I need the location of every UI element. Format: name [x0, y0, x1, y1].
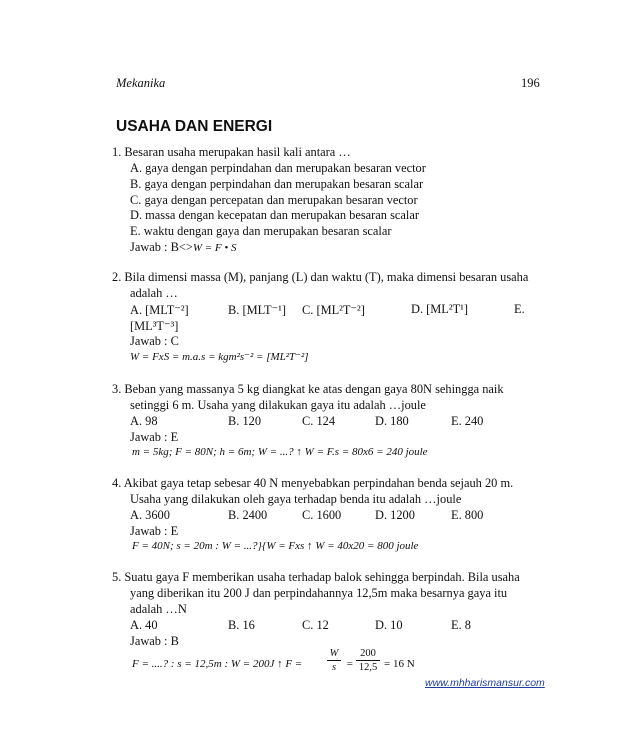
- question-5-fraction1-numerator: W: [329, 648, 339, 659]
- question-5-option-a: A. 40: [130, 618, 158, 632]
- question-3-answer: Jawab : E: [130, 430, 179, 444]
- question-3-stem-line1: 3. Beban yang massanya 5 kg diangkat ke atas dengan gaya 80N sehingga naik: [112, 382, 504, 396]
- question-5-work-result: = 16 N: [384, 658, 415, 670]
- question-5-fraction-w-over-s: [327, 648, 341, 673]
- question-5-stem-line2: yang diberikan itu 200 J dan perpindahannya 12,5m maka besarnya gaya itu: [130, 586, 508, 600]
- fraction-bar: [327, 660, 341, 661]
- question-1-answer: [130, 240, 237, 255]
- footer-website-link[interactable]: www.mhharismansur.com: [425, 677, 545, 689]
- question-5-fraction-200-over-12-5: [356, 648, 380, 673]
- question-4-stem-line2: Usaha yang dilakukan oleh gaya terhadap benda itu adalah …joule: [130, 492, 462, 506]
- question-2-work: W = FxS = m.a.s = kgm²s⁻² = [ML²T⁻²]: [130, 351, 309, 363]
- question-3-option-b: B. 120: [228, 414, 262, 428]
- question-1-option-e: E. waktu dengan gaya dan merupakan besaran scalar: [130, 224, 392, 238]
- question-4-option-b: B. 2400: [228, 508, 268, 522]
- question-2-stem-line1: 2. Bila dimensi massa (M), panjang (L) dan waktu (T), maka dimensi besaran usaha: [112, 270, 529, 284]
- question-3-work: m = 5kg; F = 80N; h = 6m; W = ...? ↑ W = F.s = 80x6 = 240 joule: [132, 446, 428, 458]
- question-2-option-c: C. [ML²T⁻²]: [302, 303, 365, 317]
- question-2-option-e-label: E.: [514, 302, 525, 316]
- question-5-stem-line3: adalah …N: [130, 602, 187, 616]
- question-5-option-c: C. 12: [302, 618, 329, 632]
- question-2-option-a: A. [MLT⁻²]: [130, 303, 189, 317]
- question-3-option-d: D. 180: [375, 414, 409, 428]
- question-1-option-c: C. gaya dengan percepatan dan merupakan besaran vector: [130, 193, 418, 207]
- question-1-answer-formula: W = F • S: [192, 242, 237, 254]
- question-5-option-d: D. 10: [375, 618, 403, 632]
- question-2-option-d: D. [ML²T¹]: [411, 302, 468, 316]
- question-5-option-e: E. 8: [451, 618, 471, 632]
- question-2-option-b: B. [MLT⁻¹]: [228, 303, 286, 317]
- question-5-fraction1-denominator: s: [331, 662, 337, 673]
- question-1-answer-label: Jawab : B<>: [130, 240, 193, 254]
- question-1-option-b: B. gaya dengan perpindahan dan merupakan besaran scalar: [130, 177, 424, 191]
- question-5-answer: Jawab : B: [130, 634, 179, 648]
- question-5-fraction2-numerator: 200: [360, 648, 376, 659]
- question-1-option-d: D. massa dengan kecepatan dan merupakan besaran scalar: [130, 208, 419, 222]
- question-4-answer: Jawab : E: [130, 524, 179, 538]
- question-2-answer: Jawab : C: [130, 334, 179, 348]
- question-2-option-e: [ML³T⁻³]: [130, 319, 179, 333]
- question-4-option-d: D. 1200: [375, 508, 415, 522]
- question-3-option-c: C. 124: [302, 414, 336, 428]
- question-5-fraction2-denominator: 12,5: [358, 662, 378, 673]
- question-1-option-a: A. gaya dengan perpindahan dan merupakan besaran vector: [130, 161, 426, 175]
- question-5-work-lhs: F = ....? : s = 12,5m : W = 200J ↑ F =: [132, 658, 303, 670]
- question-4-option-a: A. 3600: [130, 508, 170, 522]
- question-5-option-b: B. 16: [228, 618, 255, 632]
- question-4-stem-line1: 4. Akibat gaya tetap sebesar 40 N menyebabkan perpindahan benda sejauh 20 m.: [112, 476, 514, 490]
- question-3-option-a: A. 98: [130, 414, 158, 428]
- question-3-stem-line2: setinggi 6 m. Usaha yang dilakukan gaya itu adalah …joule: [130, 398, 426, 412]
- page-number: 196: [521, 76, 540, 90]
- fraction-bar: [356, 660, 380, 661]
- question-4-option-c: C. 1600: [302, 508, 342, 522]
- question-2-stem-line2: adalah …: [130, 286, 178, 300]
- running-header-section: Mekanika: [116, 76, 166, 90]
- question-4-option-e: E. 800: [451, 508, 484, 522]
- question-1-stem: 1. Besaran usaha merupakan hasil kali antara …: [112, 145, 351, 159]
- question-5-stem-line1: 5. Suatu gaya F memberikan usaha terhadap balok sehingga berpindah. Bila usaha: [112, 570, 520, 584]
- equals-sign: =: [346, 658, 354, 670]
- question-4-work: F = 40N; s = 20m : W = ...?}{W = Fxs ↑ W = 40x20 = 800 joule: [132, 540, 419, 552]
- chapter-title: USAHA DAN ENERGI: [116, 118, 273, 135]
- question-3-option-e: E. 240: [451, 414, 484, 428]
